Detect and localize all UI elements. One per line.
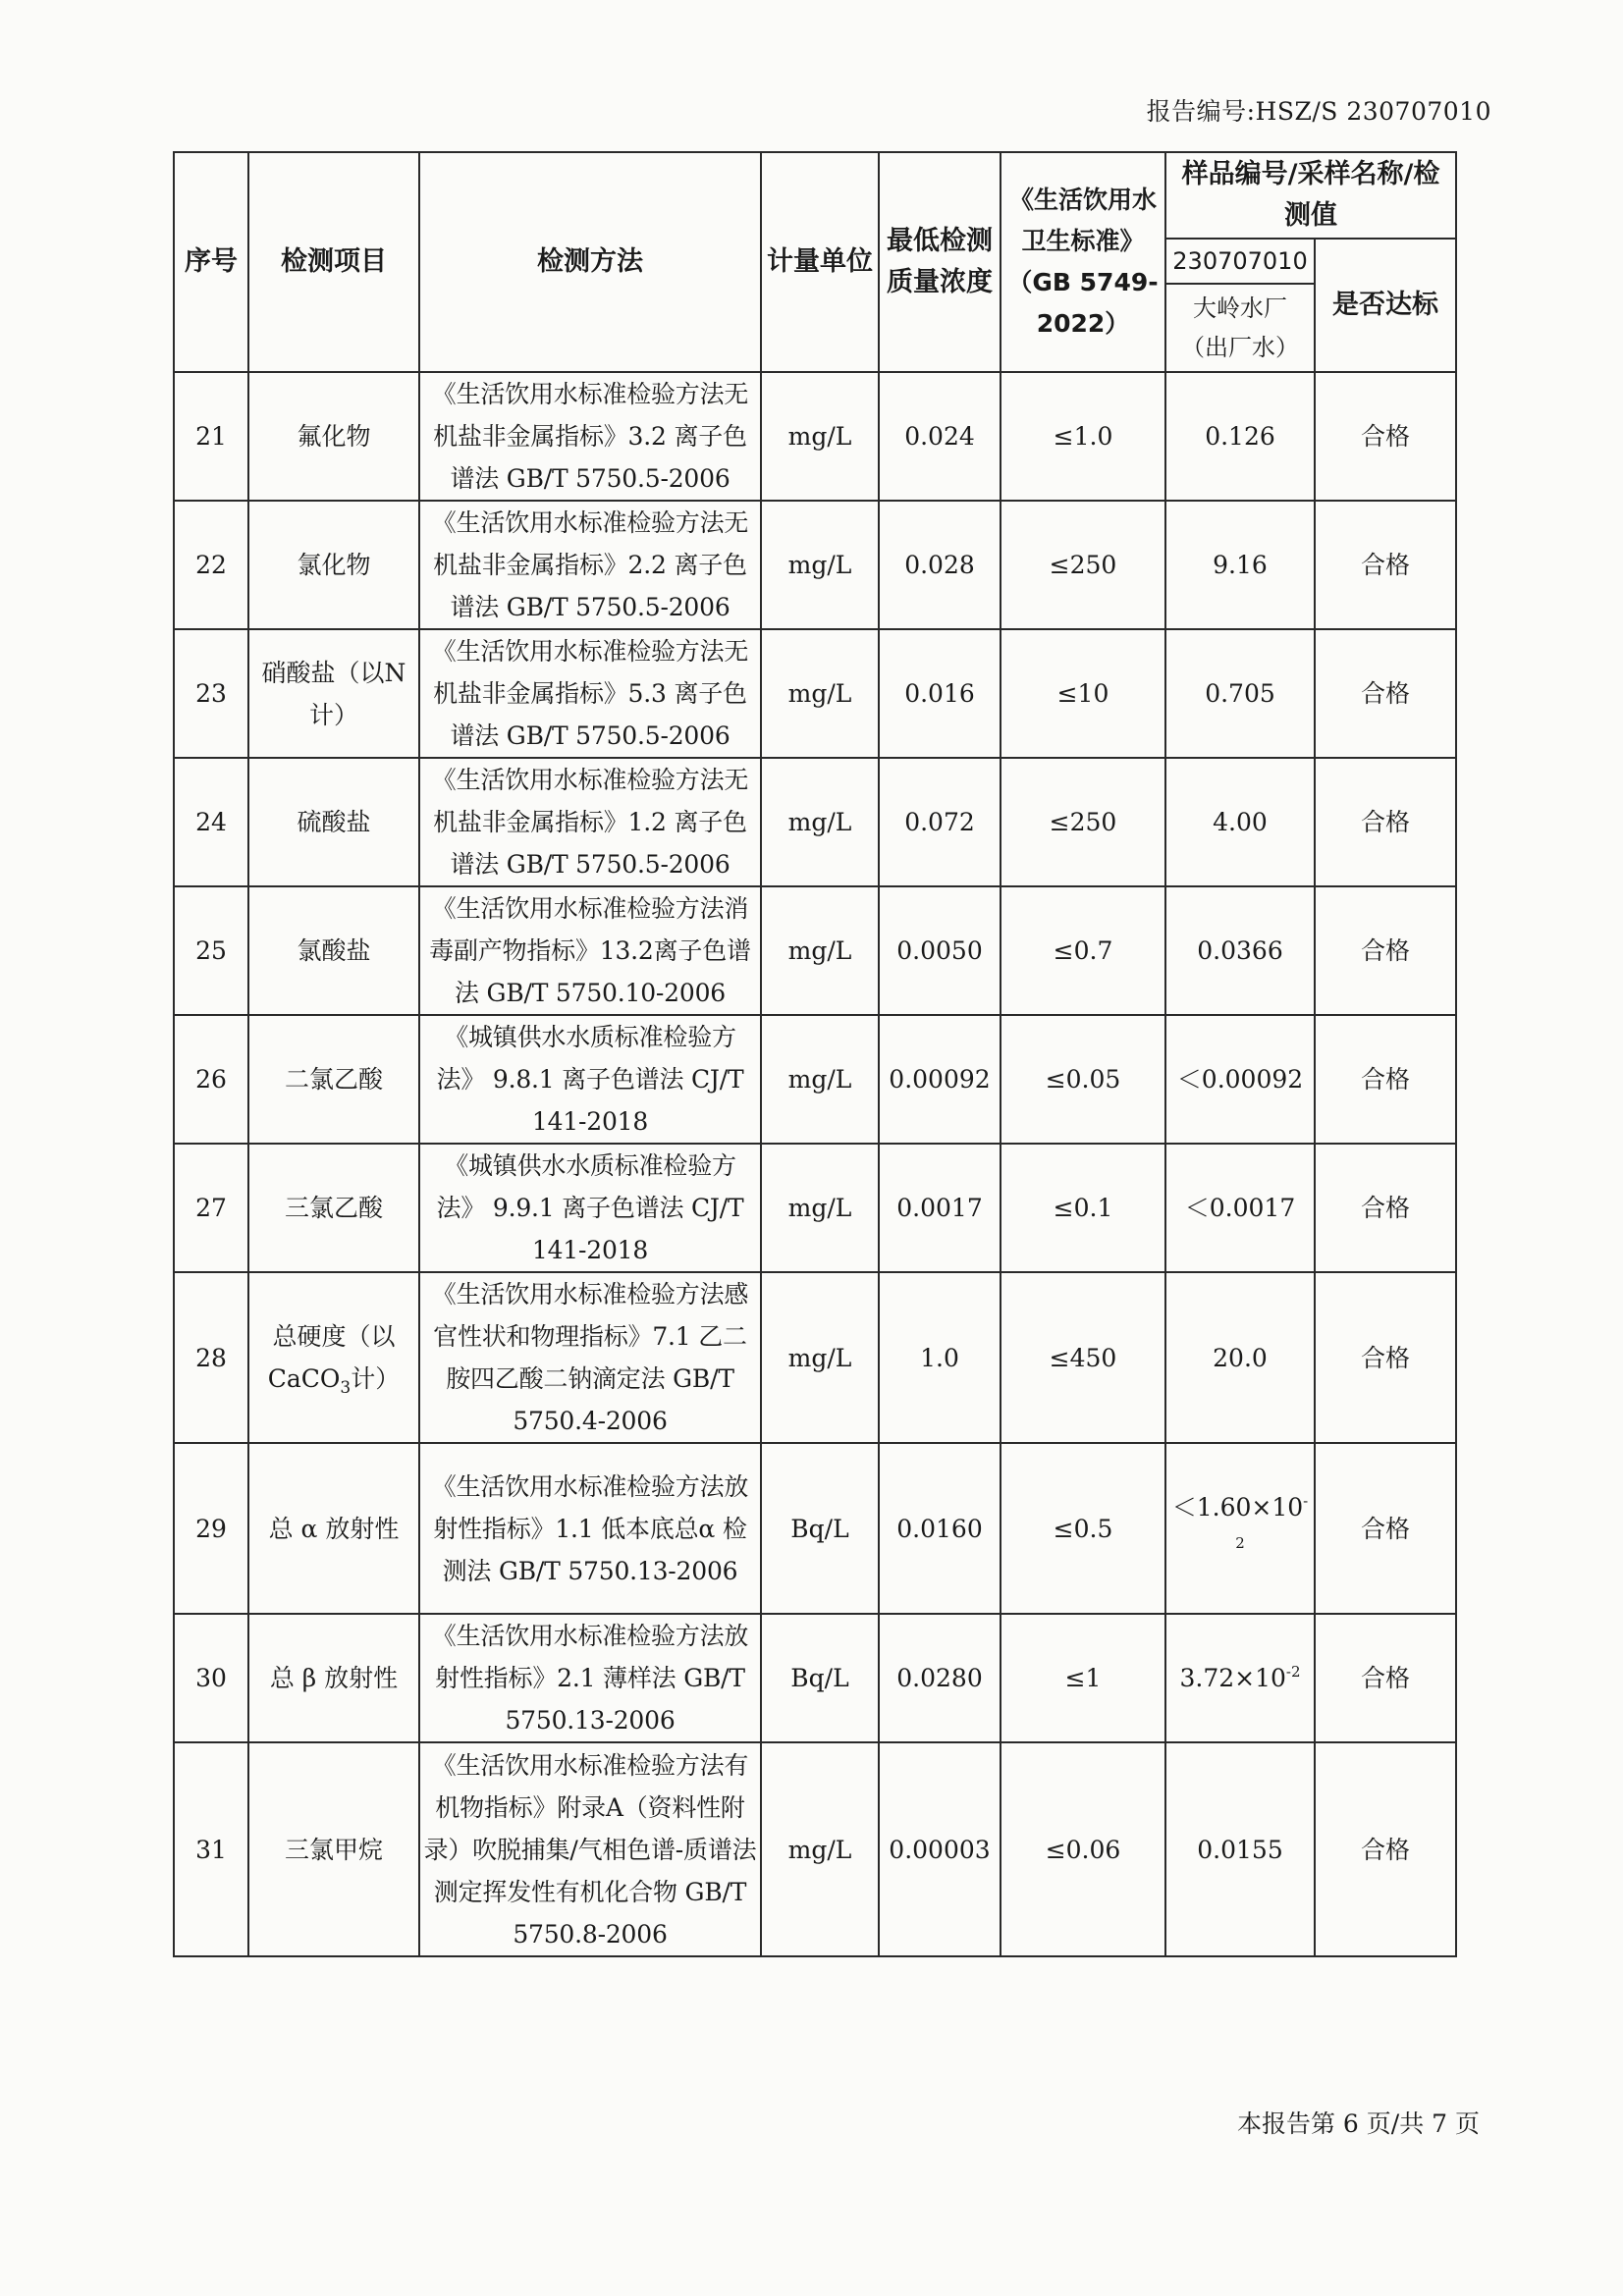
cell-value: 0.0366 [1165, 886, 1315, 1015]
cell-limit: ≤250 [1001, 758, 1165, 886]
table-row [174, 1144, 1456, 1272]
cell-pass: 合格 [1315, 1015, 1456, 1144]
table-row [174, 886, 1456, 1015]
cell-value: 0.126 [1165, 372, 1315, 501]
cell-limit: ≤0.1 [1001, 1144, 1165, 1272]
header-pass: 是否达标 [1315, 239, 1456, 372]
cell-item: 氯酸盐 [248, 886, 419, 1015]
item-chem-subscript: 3 [340, 1378, 352, 1398]
cell-value: ＜0.00092 [1165, 1015, 1315, 1144]
cell-value [1165, 1614, 1315, 1742]
report-number: 报告编号:HSZ/S 230707010 [1146, 97, 1491, 126]
cell-pass: 合格 [1315, 501, 1456, 629]
cell-seq: 31 [174, 1742, 248, 1956]
cell-pass: 合格 [1315, 1443, 1456, 1614]
cell-min: 0.0050 [879, 886, 1001, 1015]
header-sample-name: 大岭水厂（出厂水） [1181, 294, 1299, 361]
header-sample-group: 样品编号/采样名称/检测值 [1165, 152, 1456, 239]
cell-method: 《生活饮用水标准检验方法消毒副产物指标》13.2离子色谱法 GB/T 5750.10-2006 [419, 886, 761, 1015]
cell-item: 硫酸盐 [248, 758, 419, 886]
cell-limit: ≤0.5 [1001, 1443, 1165, 1614]
cell-limit: ≤250 [1001, 501, 1165, 629]
cell-limit: ≤10 [1001, 629, 1165, 758]
cell-item: 氯化物 [248, 501, 419, 629]
cell-method: 《生活饮用水标准检验方法无机盐非金属指标》1.2 离子色谱法 GB/T 5750.5-2006 [419, 758, 761, 886]
header-item: 检测项目 [248, 152, 419, 372]
cell-method: 《生活饮用水标准检验方法放射性指标》2.1 薄样法 GB/T 5750.13-2006 [419, 1614, 761, 1742]
cell-min: 0.024 [879, 372, 1001, 501]
cell-unit: mg/L [761, 501, 879, 629]
cell-min: 0.0160 [879, 1443, 1001, 1614]
cell-item: 总 β 放射性 [248, 1614, 419, 1742]
table-header [174, 152, 1456, 372]
cell-method: 《生活饮用水标准检验方法无机盐非金属指标》2.2 离子色谱法 GB/T 5750.5-2006 [419, 501, 761, 629]
cell-unit: Bq/L [761, 1443, 879, 1614]
page-number: 本报告第 6 页/共 7 页 [1236, 2109, 1480, 2138]
header-method: 检测方法 [419, 152, 761, 372]
value-base: ＜1.60×10 [1171, 1493, 1304, 1522]
cell-unit: mg/L [761, 1272, 879, 1443]
header-seq: 序号 [174, 152, 248, 372]
cell-limit: ≤450 [1001, 1272, 1165, 1443]
cell-pass: 合格 [1315, 1742, 1456, 1956]
table-row [174, 758, 1456, 886]
table-row [174, 501, 1456, 629]
header-min-conc: 最低检测质量浓度 [879, 152, 1001, 372]
cell-limit: ≤1 [1001, 1614, 1165, 1742]
table-row [174, 1614, 1456, 1742]
item-text: 总硬度（以 [272, 1322, 396, 1351]
cell-method: 《生活饮用水标准检验方法无机盐非金属指标》5.3 离子色谱法 GB/T 5750.5-2006 [419, 629, 761, 758]
table-row [174, 1742, 1456, 1956]
cell-unit: mg/L [761, 1144, 879, 1272]
value-exponent: -2 [1235, 1492, 1309, 1552]
header-standard: 《生活饮用水卫生标准》（GB 5749-2022） [1001, 152, 1165, 372]
cell-item: 硝酸盐（以N计） [248, 629, 419, 758]
cell-pass: 合格 [1315, 629, 1456, 758]
table-row [174, 629, 1456, 758]
header-sample-cell [1165, 239, 1315, 372]
cell-pass: 合格 [1315, 1272, 1456, 1443]
cell-min: 0.016 [879, 629, 1001, 758]
cell-seq: 21 [174, 372, 248, 501]
cell-seq: 30 [174, 1614, 248, 1742]
header-sample-code: 230707010 [1166, 240, 1314, 285]
cell-method: 《城镇供水水质标准检验方法》 9.9.1 离子色谱法 CJ/T 141-2018 [419, 1144, 761, 1272]
value-base: 3.72×10 [1179, 1664, 1286, 1692]
cell-min: 1.0 [879, 1272, 1001, 1443]
cell-pass: 合格 [1315, 1144, 1456, 1272]
cell-seq: 22 [174, 501, 248, 629]
cell-pass: 合格 [1315, 886, 1456, 1015]
table-row [174, 372, 1456, 501]
cell-limit: ≤0.05 [1001, 1015, 1165, 1144]
cell-item: 三氯乙酸 [248, 1144, 419, 1272]
cell-seq: 28 [174, 1272, 248, 1443]
item-chem: CaCO [267, 1364, 341, 1393]
cell-unit: mg/L [761, 758, 879, 886]
cell-unit: mg/L [761, 629, 879, 758]
cell-method: 《城镇供水水质标准检验方法》 9.8.1 离子色谱法 CJ/T 141-2018 [419, 1015, 761, 1144]
cell-item [248, 1272, 419, 1443]
cell-limit: ≤0.06 [1001, 1742, 1165, 1956]
cell-value: 0.705 [1165, 629, 1315, 758]
cell-limit: ≤0.7 [1001, 886, 1165, 1015]
cell-min: 0.028 [879, 501, 1001, 629]
cell-method: 《生活饮用水标准检验方法有机物指标》附录A（资料性附录）吹脱捕集/气相色谱-质谱法测定挥发性有机化合物 GB/T 5750.8-2006 [419, 1742, 761, 1956]
cell-unit: Bq/L [761, 1614, 879, 1742]
cell-seq: 27 [174, 1144, 248, 1272]
cell-min: 0.00003 [879, 1742, 1001, 1956]
cell-min: 0.0280 [879, 1614, 1001, 1742]
table-row [174, 1443, 1456, 1614]
cell-seq: 25 [174, 886, 248, 1015]
cell-item: 三氯甲烷 [248, 1742, 419, 1956]
cell-item: 总 α 放射性 [248, 1443, 419, 1614]
header-unit: 计量单位 [761, 152, 879, 372]
cell-pass: 合格 [1315, 372, 1456, 501]
cell-unit: mg/L [761, 1742, 879, 1956]
cell-seq: 24 [174, 758, 248, 886]
cell-unit: mg/L [761, 1015, 879, 1144]
cell-method: 《生活饮用水标准检验方法无机盐非金属指标》3.2 离子色谱法 GB/T 5750.5-2006 [419, 372, 761, 501]
cell-seq: 23 [174, 629, 248, 758]
cell-value: ＜0.0017 [1165, 1144, 1315, 1272]
cell-limit: ≤1.0 [1001, 372, 1165, 501]
cell-value: 0.0155 [1165, 1742, 1315, 1956]
cell-value: 20.0 [1165, 1272, 1315, 1443]
cell-seq: 26 [174, 1015, 248, 1144]
cell-pass: 合格 [1315, 758, 1456, 886]
cell-value [1165, 1443, 1315, 1614]
cell-value: 4.00 [1165, 758, 1315, 886]
cell-unit: mg/L [761, 372, 879, 501]
cell-min: 0.0017 [879, 1144, 1001, 1272]
cell-unit: mg/L [761, 886, 879, 1015]
cell-min: 0.072 [879, 758, 1001, 886]
value-exponent: -2 [1285, 1663, 1301, 1681]
cell-item: 二氯乙酸 [248, 1015, 419, 1144]
cell-method: 《生活饮用水标准检验方法放射性指标》1.1 低本底总α 检测法 GB/T 5750.13-2006 [419, 1443, 761, 1614]
cell-value: 9.16 [1165, 501, 1315, 629]
cell-item: 氟化物 [248, 372, 419, 501]
item-text-end: 计） [351, 1364, 401, 1393]
table-row [174, 1272, 1456, 1443]
results-table [173, 151, 1457, 1957]
table-row [174, 1015, 1456, 1144]
cell-method: 《生活饮用水标准检验方法感官性状和物理指标》7.1 乙二胺四乙酸二钠滴定法 GB/T 5750.4-2006 [419, 1272, 761, 1443]
cell-pass: 合格 [1315, 1614, 1456, 1742]
cell-seq: 29 [174, 1443, 248, 1614]
cell-min: 0.00092 [879, 1015, 1001, 1144]
